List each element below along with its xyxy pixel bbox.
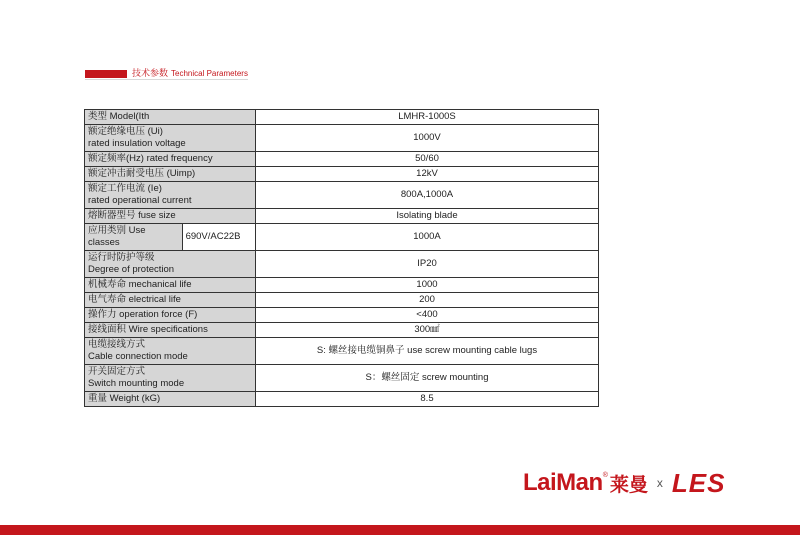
row-value: IP20 — [256, 251, 599, 278]
row-value: 1000 — [256, 278, 599, 293]
row-label-cn: 额定工作电流 (Ie) — [88, 183, 162, 194]
table-row — [85, 182, 599, 209]
table-row — [85, 152, 599, 167]
row-value: <400 — [256, 308, 599, 323]
table-row — [85, 167, 599, 182]
table-row — [85, 392, 599, 407]
row-label — [85, 224, 183, 251]
les-wordmark: LES — [671, 467, 726, 498]
row-sub-value: 690V/AC22B — [182, 224, 255, 251]
row-label-cn: 额定绝缘电压 (Ui) — [88, 126, 163, 137]
row-value: 300㎟ — [256, 323, 599, 338]
row-label: 机械寿命 mechanical life — [85, 278, 256, 293]
row-label — [85, 338, 256, 365]
table-row — [85, 323, 599, 338]
row-value: 8.5 — [256, 392, 599, 407]
row-label-en: Cable connection mode — [88, 351, 188, 362]
section-title-cn: 技术参数 — [132, 68, 169, 78]
collab-x: x — [656, 476, 663, 490]
row-value: 1000V — [256, 125, 599, 152]
table-row — [85, 224, 599, 251]
row-label: 重量 Weight (kG) — [85, 392, 256, 407]
brand-logo — [523, 466, 725, 500]
row-label-en: Use classes — [88, 225, 146, 248]
row-label: 电气寿命 electrical life — [85, 293, 256, 308]
section-title-en: Technical Parameters — [171, 69, 248, 78]
row-label: 类型 Model(Ith — [85, 110, 256, 125]
row-label — [85, 365, 256, 392]
technical-parameters-table — [84, 109, 599, 407]
row-value: S：螺丝固定 screw mounting — [256, 365, 599, 392]
row-label-cn: 运行时防护等级 — [88, 252, 155, 263]
row-label — [85, 125, 256, 152]
footer-accent-bar — [0, 525, 800, 535]
row-label-en: rated operational current — [88, 195, 192, 206]
row-label: 操作力 operation force (F) — [85, 308, 256, 323]
registered-mark: ® — [602, 471, 608, 479]
row-value: 800A,1000A — [256, 182, 599, 209]
section-divider — [85, 79, 248, 80]
row-label: 接线面积 Wire specifications — [85, 323, 256, 338]
row-label-en: Degree of protection — [88, 264, 175, 275]
laiman-chinese-wordmark: 莱曼 — [609, 474, 648, 496]
table-row — [85, 209, 599, 224]
row-value: 12kV — [256, 167, 599, 182]
row-label-en: rated insulation voltage — [88, 138, 186, 149]
row-value: LMHR-1000S — [256, 110, 599, 125]
row-label-cn: 应用类别 — [88, 225, 127, 236]
row-label: 额定频率(Hz) rated frequency — [85, 152, 256, 167]
row-value: 200 — [256, 293, 599, 308]
table-row — [85, 293, 599, 308]
row-label: 额定冲击耐受电压 (Uimp) — [85, 167, 256, 182]
row-value: Isolating blade — [256, 209, 599, 224]
row-label-cn: 开关固定方式 — [88, 366, 146, 377]
section-marker-bar — [85, 70, 127, 78]
table-row — [85, 110, 599, 125]
table-row — [85, 308, 599, 323]
table-row — [85, 338, 599, 365]
table-row — [85, 278, 599, 293]
table-row — [85, 125, 599, 152]
laiman-wordmark: LaiMan — [523, 469, 603, 496]
row-value: 1000A — [256, 224, 599, 251]
row-label-cn: 电缆接线方式 — [88, 339, 146, 350]
row-value: 50/60 — [256, 152, 599, 167]
row-label-en: Switch mounting mode — [88, 378, 185, 389]
row-label: 熔断器型号 fuse size — [85, 209, 256, 224]
row-label — [85, 182, 256, 209]
table-row — [85, 251, 599, 278]
table-row — [85, 365, 599, 392]
row-label — [85, 251, 256, 278]
row-value: S: 螺丝接电缆铜鼻子 use screw mounting cable lugs — [256, 338, 599, 365]
